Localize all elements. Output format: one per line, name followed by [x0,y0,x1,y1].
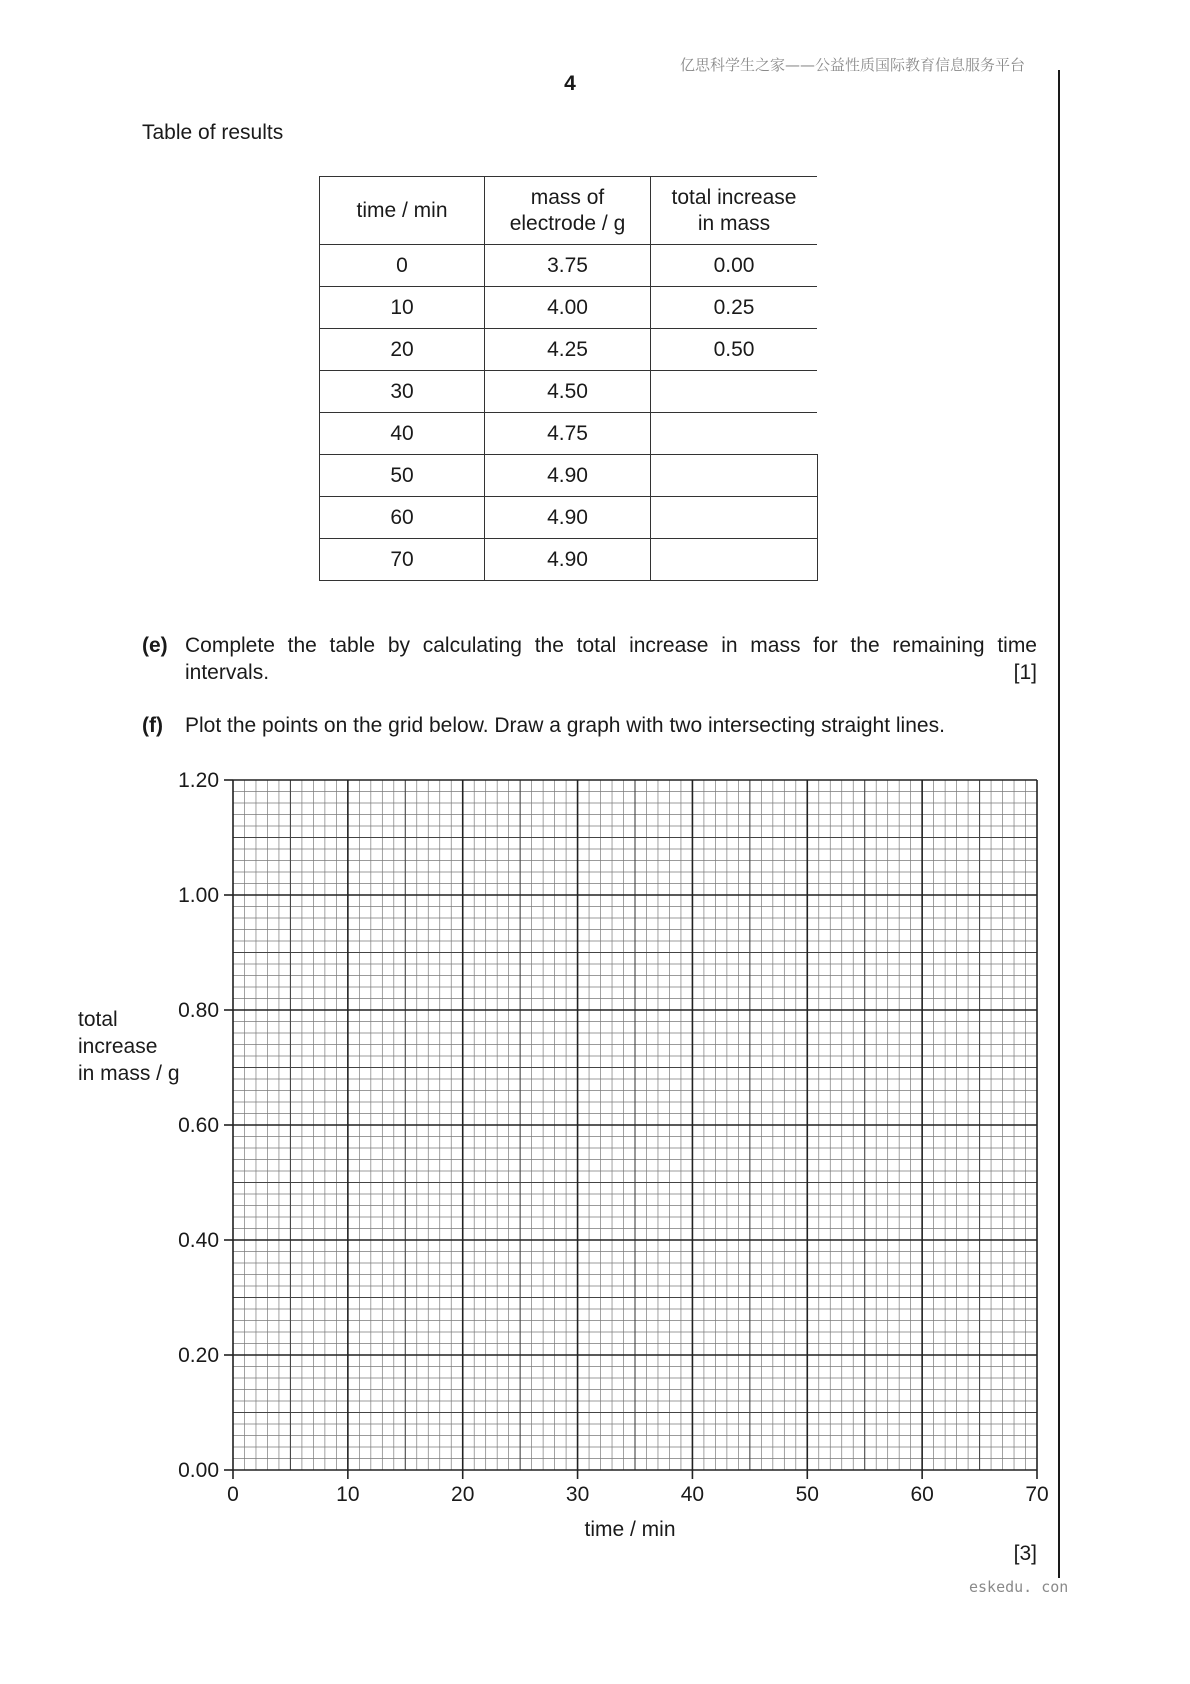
x-axis-label: time / min [584,1518,676,1541]
question-e-marks: [1] [1013,661,1037,684]
y-axis-label-line3: in mass / g [78,1062,180,1085]
question-f-marks: [3] [1013,1542,1037,1565]
question-e-text-line2: intervals. [185,661,270,684]
cell-mass: 4.50 [485,371,651,413]
cell-time: 10 [320,287,485,329]
cell-time: 20 [320,329,485,371]
question-f-text: Plot the points on the grid below. Draw a graph with two intersecting straight lines. [185,714,945,737]
cell-mass: 4.90 [485,455,651,497]
y-tick-label: 0.00 [178,1459,219,1482]
header-mass-line2: electrode / g [509,211,626,235]
y-tick-label: 1.00 [178,884,219,907]
cell-mass: 4.90 [485,539,651,581]
cell-time: 50 [320,455,485,497]
x-tick-label: 40 [680,1483,705,1506]
axis-ticks [224,780,1037,1479]
y-axis-label-line1: total [78,1008,118,1031]
y-tick-label: 0.40 [178,1229,219,1252]
x-tick-label: 30 [565,1483,590,1506]
y-tick-label: 0.60 [178,1114,219,1137]
cell-mass: 4.75 [485,413,651,455]
question-f-label: (f) [142,714,163,737]
y-axis-label-line2: increase [78,1035,158,1058]
watermark-header: 亿思科学生之家——公益性质国际教育信息服务平台 [680,56,1026,74]
header-time: time / min [320,177,485,245]
x-tick-label: 0 [227,1483,239,1506]
cell-mass: 3.75 [485,245,651,287]
x-tick-label: 70 [1025,1483,1049,1506]
page-number: 4 [564,72,576,95]
cell-time: 60 [320,497,485,539]
tick-labels [178,769,1049,1506]
x-tick-label: 60 [910,1483,934,1506]
x-tick-label: 20 [451,1483,475,1506]
question-e-label: (e) [142,634,168,657]
question-e-text: Complete the table by calculating the total increase in mass for the remaining time [185,634,1037,657]
cell-time: 70 [320,539,485,581]
y-tick-label: 0.80 [178,999,219,1022]
cell-mass: 4.25 [485,329,651,371]
table-caption: Table of results [142,121,284,144]
header-increase-line1: total increase [671,185,797,209]
cell-increase[interactable]: 0.50 [651,329,818,371]
cell-time: 0 [320,245,485,287]
cell-mass: 4.00 [485,287,651,329]
cell-mass: 4.90 [485,497,651,539]
x-tick-label: 50 [795,1483,819,1506]
y-tick-label: 1.20 [178,769,219,792]
cell-time: 30 [320,371,485,413]
x-tick-label: 10 [336,1483,360,1506]
y-tick-label: 0.20 [178,1344,219,1367]
cell-increase[interactable]: 0.25 [651,287,818,329]
cell-time: 40 [320,413,485,455]
header-increase-line2: in mass [697,211,771,235]
cell-increase[interactable]: 0.00 [651,245,818,287]
watermark-footer: eskedu. con [969,1578,1069,1596]
header-mass-line1: mass of [530,185,605,209]
